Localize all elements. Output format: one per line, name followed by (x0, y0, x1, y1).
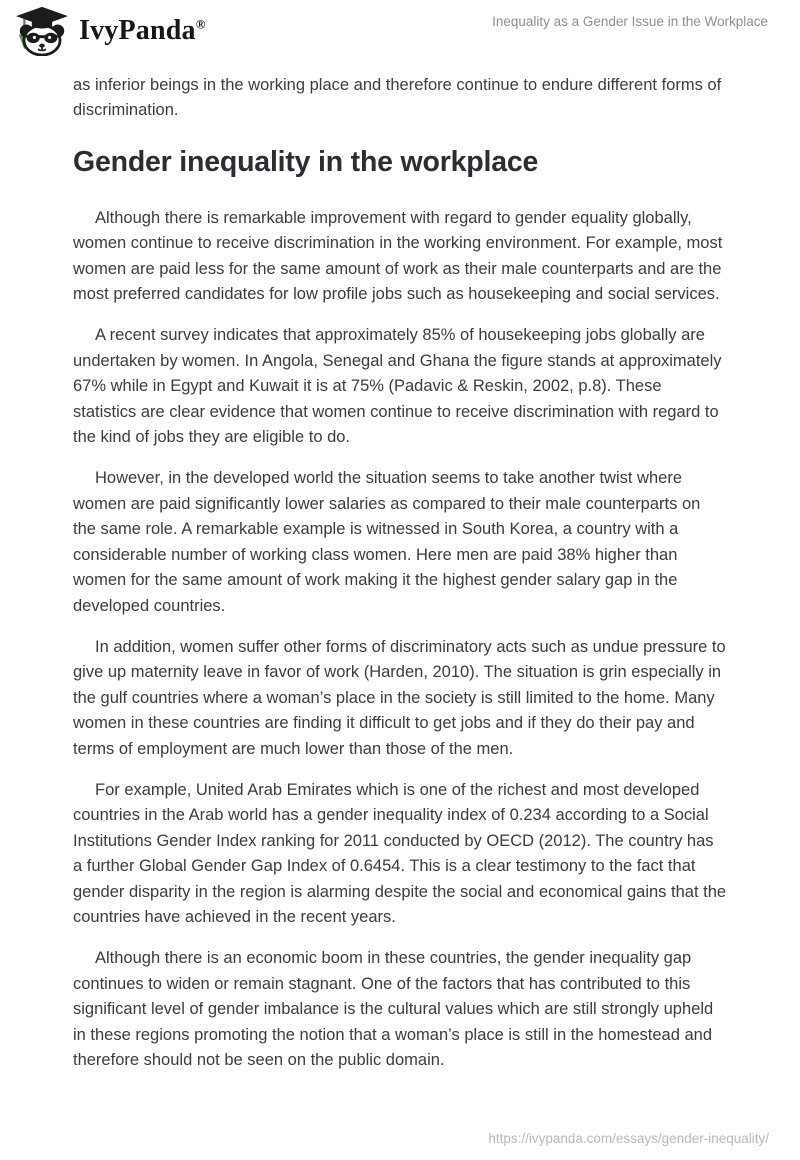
ivypanda-logo[interactable] (14, 6, 206, 56)
paragraph: However, in the developed world the situation seems to take another twist where women are paid significantly lower salaries as compared to their male counterparts on the same role. A remarkable example is witnessed in South Korea, a country with a considerable number of working class women. Here men are paid 38% higher than women for the same amount of work making it the highest gender salary gap in the developed countries. (73, 469, 701, 615)
paragraph: For example, United Arab Emirates which is one of the richest and most developed countries in the Arab world has a gender inequality index of 0.234 according to a Social Institutions Gender Index ranking for 2011 conducted by OECD (2012). The country has a further Global Gender Gap Index of 0.6454. This is a clear testimony to the fact that gender disparity in the region is alarming despite the social and economical gains that the countries have achieved in the recent years. (73, 780, 727, 926)
ivypanda-panda-icon (14, 6, 70, 56)
logo-wordmark-text: IvyPanda (79, 15, 196, 46)
paragraph: In addition, women suffer other forms of discriminatory acts such as undue pressure to give up maternity leave in favor of work (Harden, 2010). The situation is grin especially in the gulf countries where a woman’s place in the society is still limited to the home. Many women in these countries are finding it difficult to get jobs and if they do their pay and terms of employment are much lower than those of the men. (73, 637, 726, 758)
page-header (0, 0, 800, 62)
paragraph: Although there is remarkable improvement with regard to gender equality globally, women continue to receive discrimination in the working environment. For example, most women are paid less for the same amount of work as their male counterparts and are the most preferred candidates for low profile jobs such as housekeeping and social services. (73, 208, 723, 304)
paragraph-continuation: as inferior beings in the working place and therefore continue to endure different forms of discrimination. (73, 76, 722, 120)
section-heading: Gender inequality in the workplace (73, 145, 539, 178)
essay-body (73, 73, 727, 1089)
logo-wordmark (79, 17, 206, 45)
registered-trademark-symbol: ® (195, 16, 206, 32)
paragraph: Although there is an economic boom in these countries, the gender inequality gap continues to widen or remain stagnant. One of the factors that has contributed to this significant level of gender imbalance is the cultural values which are still strongly upheld in these regions promoting the notion that a woman’s place is still in the homestead and therefore should not be seen on the public domain. (73, 949, 714, 1069)
paragraph: A recent survey indicates that approximately 85% of housekeeping jobs globally are undertaken by women. In Angola, Senegal and Ghana the figure stands at approximately 67% while in Egypt and Kuwait it is at 75% (Padavic & Reskin, 2002, p.8). These statistics are clear evidence that women continue to receive discrimination with regard to the kind of jobs they are eligible to do. (73, 326, 722, 447)
source-url-link[interactable]: https://ivypanda.com/essays/gender-inequality/ (488, 1131, 769, 1146)
running-head-title: Inequality as a Gender Issue in the Workplace (492, 14, 768, 29)
